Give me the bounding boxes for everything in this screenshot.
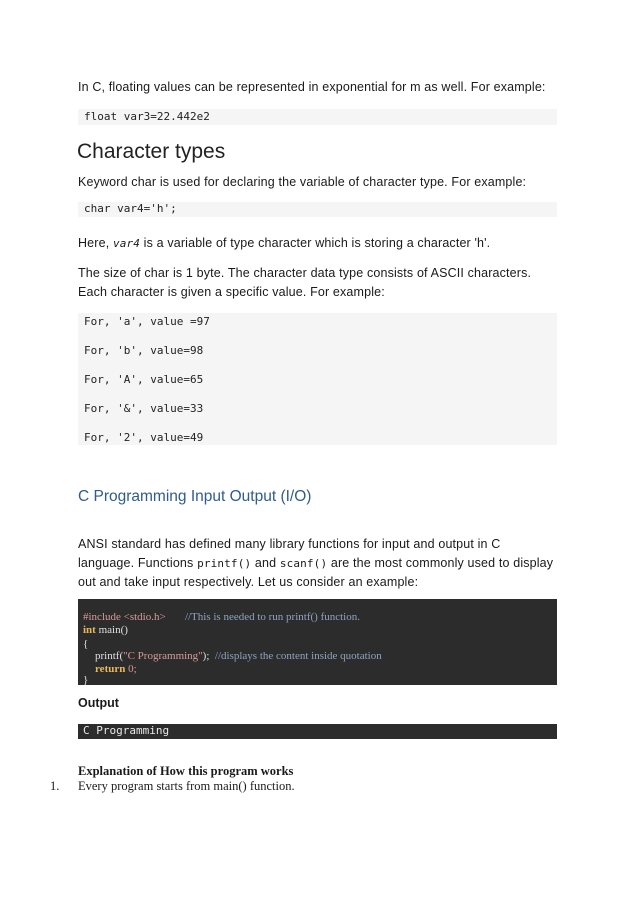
value-line: For, '2', value=49 <box>84 431 204 444</box>
code-block-float <box>78 109 557 125</box>
text: is a variable of type character which is storing a character 'h'. <box>140 236 491 250</box>
inline-code-var4: var4 <box>112 237 141 250</box>
list-text: Every program starts from main() function. <box>78 779 295 793</box>
code-line-close-brace: } <box>83 674 89 686</box>
paragraph-char-size: The size of char is 1 byte. The character data type consists of ASCII characters. Each character is given a specific value. For example: <box>78 266 532 299</box>
code-line: char var4='h'; <box>84 202 177 215</box>
code-line-include <box>83 611 360 623</box>
paragraph-ansi <box>78 535 558 592</box>
paragraph-exponential: In C, floating values can be represented in exponential for m as well. For example: <box>78 80 546 94</box>
code-line: float var3=22.442e2 <box>84 110 210 123</box>
paragraph-var4 <box>78 234 558 253</box>
paragraph-keyword-char: Keyword char is used for declaring the variable of character type. For example: <box>78 175 527 189</box>
inline-code-scanf: scanf() <box>279 557 328 570</box>
comment: //This is needed to run printf() function. <box>184 611 360 623</box>
preprocessor: #include <stdio.h> <box>83 611 166 623</box>
list-number: 1. <box>50 779 60 793</box>
code-line-main <box>83 624 128 636</box>
explanation-list <box>50 779 295 794</box>
list-item <box>50 779 295 794</box>
code-block-program <box>78 599 557 685</box>
code-text: printf( <box>95 650 124 662</box>
value-line: For, 'b', value=98 <box>84 344 204 357</box>
text: and <box>251 556 280 570</box>
string: "C Programming" <box>123 650 203 662</box>
code-line-open-brace: { <box>83 638 89 650</box>
value-line: For, 'A', value=65 <box>84 373 204 386</box>
code-line-printf <box>95 650 382 662</box>
text: Here, <box>78 236 113 250</box>
code-block-char <box>78 202 557 217</box>
inline-code-printf: printf() <box>197 557 252 570</box>
output-block <box>78 724 557 739</box>
code-text: main() <box>95 624 128 636</box>
value-line: For, '&', value=33 <box>84 402 204 415</box>
heading-io: C Programming Input Output (I/O) <box>78 488 312 505</box>
heading-character-types: Character types <box>77 140 226 163</box>
keyword: return <box>95 663 126 675</box>
output-text: C Programming <box>83 724 170 737</box>
text: are the most commonly used to display out and take input respectively. Let us consider an example: <box>78 556 554 589</box>
value-line: For, 'a', value =97 <box>84 315 210 328</box>
explanation-heading: Explanation of How this program works <box>78 764 294 778</box>
text: ANSI standard has defined many library functions for input and output in C language. Functions <box>78 537 501 570</box>
code-block-values <box>78 313 557 445</box>
code-text: ); <box>202 650 210 662</box>
output-label: Output <box>78 696 119 710</box>
comment: //displays the content inside quotation <box>214 650 382 662</box>
keyword: int <box>83 624 96 636</box>
number: 0; <box>125 663 137 675</box>
code-line-return <box>95 663 137 675</box>
